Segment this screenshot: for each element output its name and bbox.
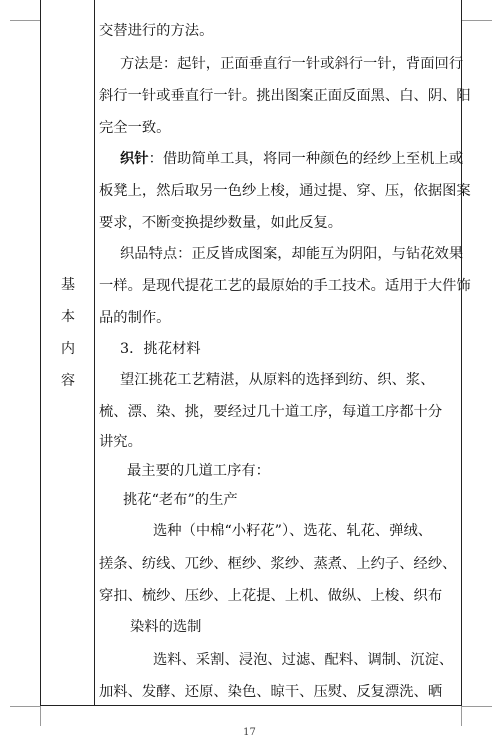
section-heading: 3．挑花材料 xyxy=(120,341,201,357)
content-table xyxy=(40,0,471,706)
text-line: 方法是：起针，正面垂直行一针或斜行一针，背面回行 xyxy=(120,56,464,72)
text-line: 交替进行的方法。 xyxy=(99,23,214,39)
text-line: 梳、漂、染、挑，要经过几十道工序，每道工序都十分 xyxy=(99,404,443,420)
section-label-char: 内 xyxy=(61,341,75,357)
crop-mark-top-left-h xyxy=(10,20,40,21)
crop-mark-bottom-left-v xyxy=(40,706,41,726)
text-line: 讲究。 xyxy=(99,434,142,450)
section-label-char: 容 xyxy=(61,373,75,389)
text-line: 选料、采割、浸泡、过滤、配料、调制、沉淀、 xyxy=(153,652,454,668)
text-line: 要求，不断变换提纱数量，如此反复。 xyxy=(99,215,343,231)
page-number: 17 xyxy=(243,727,256,738)
text-line: 最主要的几道工序有： xyxy=(127,463,270,479)
text-line: 品的制作。 xyxy=(99,310,171,326)
crop-mark-bottom-right-v xyxy=(461,706,462,726)
text-line: 板凳上，然后取另一色纱上梭，通过提、穿、压，依据图案 xyxy=(99,183,471,199)
section-label-cell xyxy=(41,0,95,705)
text-line: 选种（中棉“小籽花”）、选花、轧花、弹绒、 xyxy=(153,523,433,539)
text-line xyxy=(120,150,463,168)
crop-mark-bottom-left-h xyxy=(10,706,40,707)
text-line: 加料、发酵、还原、染色、晾干、压熨、反复漂洗、晒 xyxy=(99,684,443,700)
text-line: 穿扣、梳纱、压纱、上花提、上机、做纵、上梭、织布 xyxy=(99,588,443,604)
subheading: 挑花“老布”的生产 xyxy=(123,492,238,508)
crop-mark-top-right-h xyxy=(462,20,492,21)
text-line: 望江挑花工艺精湛，从原料的选择到纺、织、浆、 xyxy=(120,372,435,388)
crop-mark-bottom-right-h xyxy=(462,706,492,707)
text-segment: ：借助简单工具，将同一种颜色的经纱上至机上或 xyxy=(148,151,464,167)
content-cell xyxy=(96,0,471,705)
section-label-char: 本 xyxy=(61,309,75,325)
text-line: 一样。是现代提花工艺的最原始的手工技术。适用于大件饰 xyxy=(99,278,471,294)
text-line: 织品特点：正反皆成图案，却能互为阴阳，与钻花效果 xyxy=(120,246,464,262)
subheading: 染料的选制 xyxy=(130,619,202,635)
text-line: 搓条、纺线、兀纱、框纱、浆纱、蒸煮、上约子、经纱、 xyxy=(99,556,457,572)
term-weaving-needle: 织针 xyxy=(120,151,149,167)
text-line: 斜行一针或垂直行一针。挑出图案正面反面黑、白、阴、阳 xyxy=(99,88,471,104)
section-label-char: 基 xyxy=(61,277,75,293)
text-line: 完全一致。 xyxy=(99,120,171,136)
